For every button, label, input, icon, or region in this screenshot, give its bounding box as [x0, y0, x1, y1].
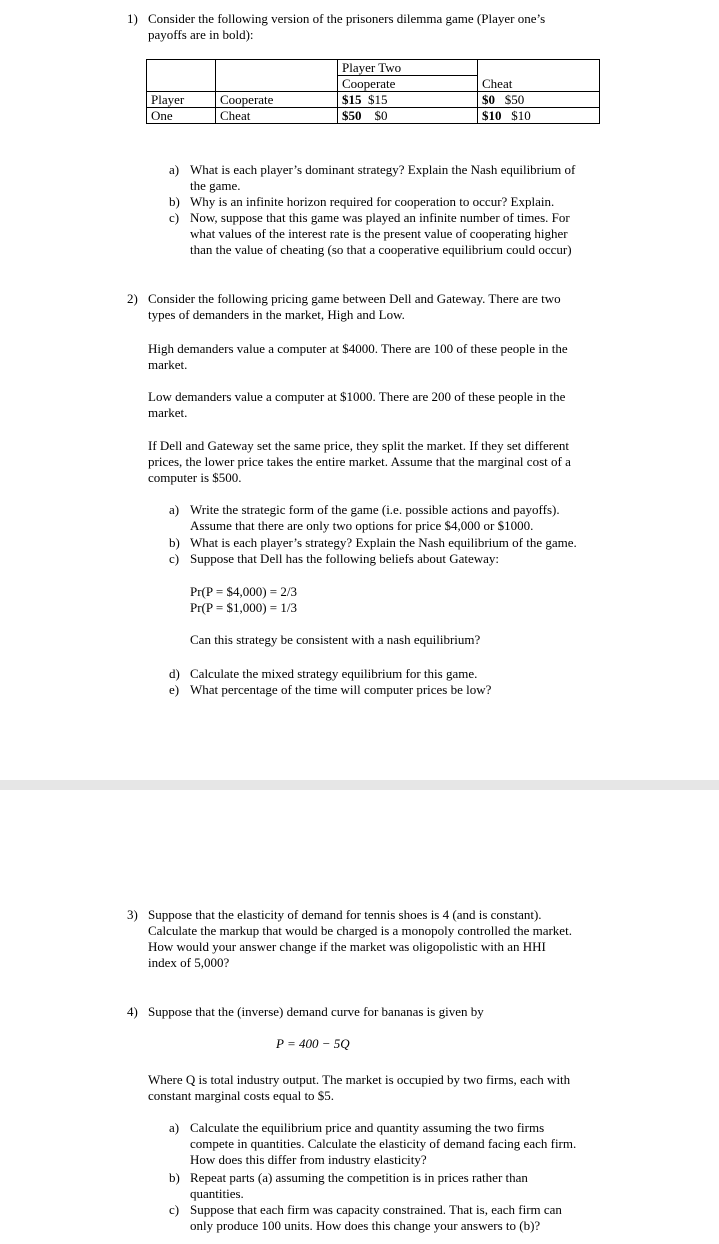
q1-intro-line: Consider the following version of the prisoners dilemma game (Player one’s — [148, 11, 546, 26]
payoff-p2: $0 — [374, 108, 388, 123]
payoff-p1: $0 — [482, 92, 495, 107]
q2-intro — [148, 291, 561, 323]
part-line: compete in quantities. Calculate the elasticity of demand facing each firm. — [190, 1136, 577, 1151]
part-line: what values of the interest rate is the present value of cooperating higher — [190, 226, 568, 241]
part-line: Write the strategic form of the game (i.e. possible actions and payoffs). — [190, 502, 560, 517]
part-line: What is each player’s dominant strategy? Explain the Nash equilibrium of — [190, 162, 576, 177]
q2-intro-line: types of demanders in the market, High and Low. — [148, 307, 405, 322]
payoff-coop-coop — [338, 92, 478, 108]
q4-intro — [148, 1004, 484, 1020]
q2-consistency-question — [190, 632, 480, 648]
q4-text — [148, 1072, 570, 1104]
q3-line: Suppose that the elasticity of demand for tennis shoes is 4 (and is constant). — [148, 907, 542, 922]
part-label: a) — [169, 502, 180, 517]
paragraph-line: Where Q is total industry output. The market is occupied by two firms, each with — [148, 1072, 571, 1087]
payoff-coop-cheat — [478, 92, 600, 108]
row-cheat-label: Cheat — [216, 108, 338, 124]
row-cooperate-label: Cooperate — [216, 92, 338, 108]
payoff-p1: $15 — [342, 92, 362, 107]
part-label: b) — [169, 1170, 180, 1185]
part-line: Now, suppose that this game was played an infinite number of times. For — [190, 210, 570, 225]
cheat-col-header: Cheat — [478, 76, 600, 92]
paragraph-line: prices, the lower price takes the entire market. Assume that the marginal cost of a — [148, 454, 571, 469]
part-line: Suppose that each firm was capacity constrained. That is, each firm can — [190, 1202, 562, 1217]
q2-low-demanders — [148, 389, 565, 421]
q4-number: 4) — [127, 1004, 138, 1019]
player-two-label: Player Two — [342, 60, 402, 75]
part-line: the game. — [190, 178, 241, 193]
part-line: than the value of cheating (so that a cooperative equilibrium could occur) — [190, 242, 572, 257]
payoff-p2: $10 — [511, 108, 531, 123]
q3-line: index of 5,000? — [148, 955, 230, 970]
paragraph-line: market. — [148, 405, 188, 420]
q3-line: Calculate the markup that would be charged is a monopoly controlled the market. — [148, 923, 572, 938]
part-line: Calculate the equilibrium price and quantity assuming the two firms — [190, 1120, 545, 1135]
payoff-p2: $50 — [504, 92, 525, 107]
paragraph-line: If Dell and Gateway set the same price, they split the market. If they set different — [148, 438, 570, 453]
part-line: What is each player’s strategy? Explain the Nash equilibrium of the game. — [190, 535, 577, 550]
part-line: Calculate the mixed strategy equilibrium for this game. — [190, 666, 478, 681]
q2-market-rules — [148, 438, 571, 486]
q1-number: 1) — [127, 11, 138, 26]
part-label: c) — [169, 1202, 180, 1217]
demand-equation: P = 400 − 5Q — [276, 1036, 350, 1051]
payoff-cheat-coop — [338, 108, 478, 124]
payoff-table — [146, 59, 600, 124]
paragraph-line: High demanders value a computer at $4000. There are 100 of these people in the — [148, 341, 568, 356]
part-line: What percentage of the time will computer prices be low? — [190, 682, 492, 697]
part-label: e) — [169, 682, 180, 697]
payoff-p1: $50 — [342, 108, 362, 123]
q1-intro — [148, 11, 545, 43]
q2-intro-line: Consider the following pricing game between Dell and Gateway. There are two — [148, 291, 561, 306]
part-line: Suppose that Dell has the following beliefs about Gateway: — [190, 551, 500, 566]
part-line: Repeat parts (a) assuming the competition is in prices rather than — [190, 1170, 528, 1185]
table-empty-cell — [478, 60, 600, 76]
paragraph-line: Low demanders value a computer at $1000. There are 200 of these people in the — [148, 389, 566, 404]
belief-line: Pr(P = $1,000) = 1/3 — [190, 600, 297, 615]
table-empty-cell — [147, 60, 216, 92]
q2-beliefs — [190, 584, 297, 616]
payoff-cheat-cheat — [478, 108, 600, 124]
one-label: One — [147, 108, 216, 124]
part-line: Why is an infinite horizon required for cooperation to occur? Explain. — [190, 194, 555, 209]
part-label: b) — [169, 194, 180, 209]
cooperate-col-header: Cooperate — [338, 76, 478, 92]
part-label: a) — [169, 1120, 180, 1135]
part-label: d) — [169, 666, 180, 681]
belief-line: Pr(P = $4,000) = 2/3 — [190, 584, 297, 599]
paragraph-line: market. — [148, 357, 188, 372]
part-line: only produce 100 units. How does this change your answers to (b)? — [190, 1218, 541, 1233]
table-empty-cell — [216, 60, 338, 92]
part-line: How does this differ from industry elasticity? — [190, 1152, 427, 1167]
q1-intro-line: payoffs are in bold): — [148, 27, 254, 42]
q2-number: 2) — [127, 291, 138, 306]
paragraph-line: constant marginal costs equal to $5. — [148, 1088, 335, 1103]
q4-intro-line: Suppose that the (inverse) demand curve for bananas is given by — [148, 1004, 484, 1019]
part-label: c) — [169, 551, 180, 566]
part-line: Assume that there are only two options for price $4,000 or $1000. — [190, 518, 534, 533]
page-2 — [0, 790, 719, 1244]
q3-line: How would your answer change if the market was oligopolistic with an HHI — [148, 939, 546, 954]
question-line: Can this strategy be consistent with a nash equilibrium? — [190, 632, 481, 647]
paragraph-line: computer is $500. — [148, 470, 242, 485]
q3-text — [148, 907, 572, 971]
part-line: quantities. — [190, 1186, 244, 1201]
payoff-p2: $15 — [368, 92, 388, 107]
q3-number: 3) — [127, 907, 138, 922]
part-label: c) — [169, 210, 180, 225]
player-label: Player — [147, 92, 216, 108]
part-label: b) — [169, 535, 180, 550]
q2-high-demanders — [148, 341, 568, 373]
part-label: a) — [169, 162, 180, 177]
page-separator — [0, 780, 719, 790]
player-two-header — [338, 60, 478, 76]
payoff-p1: $10 — [482, 108, 502, 123]
